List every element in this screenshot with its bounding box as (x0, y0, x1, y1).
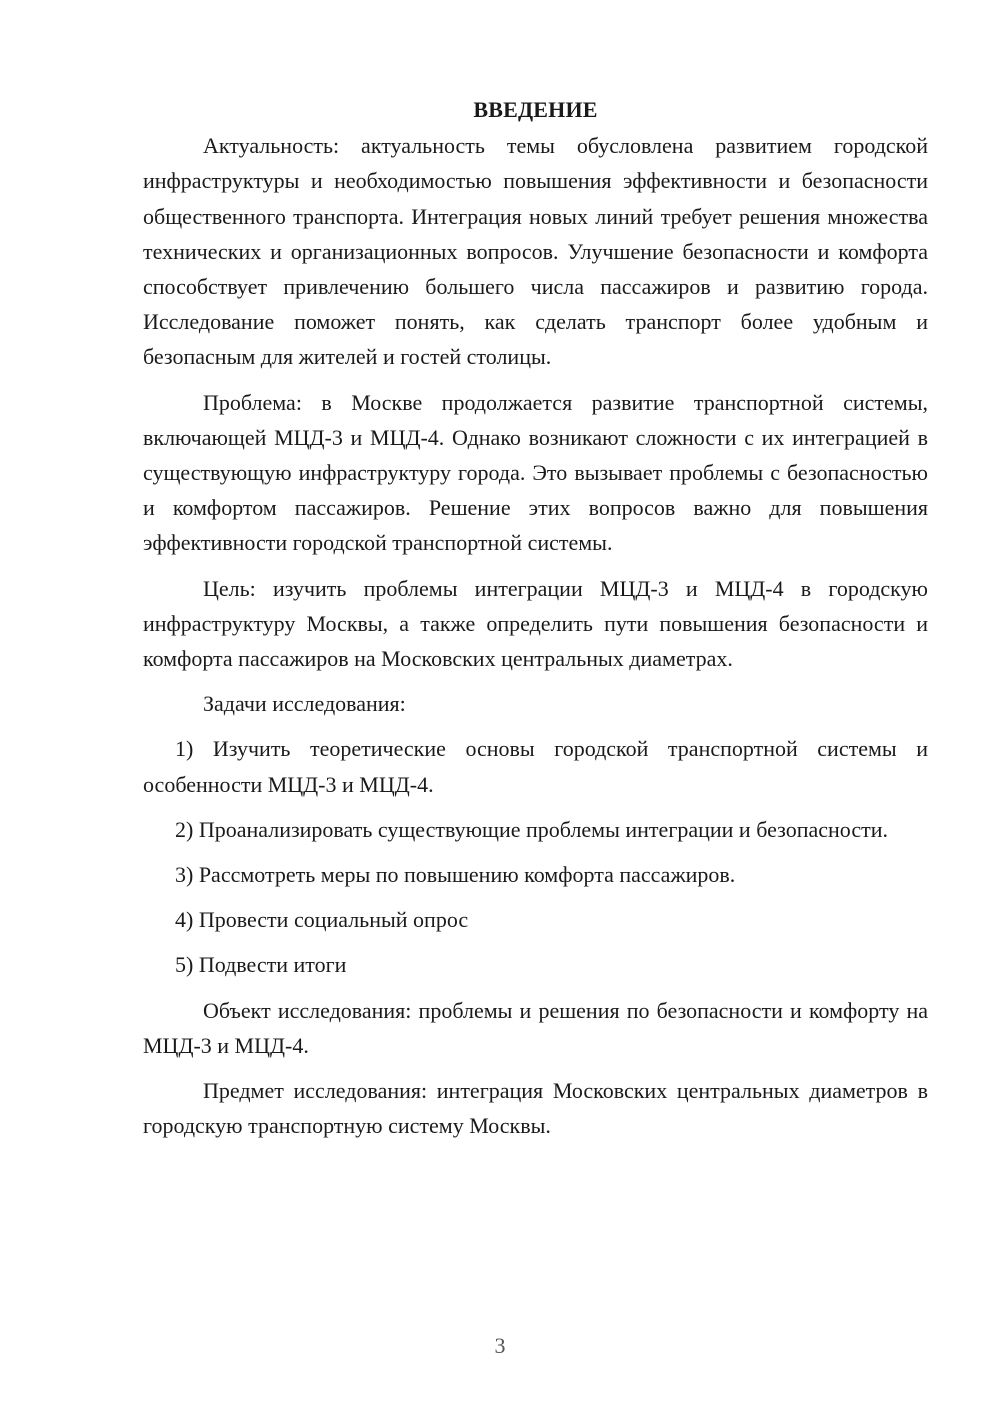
task-item-5: 5) Подвести итоги (175, 952, 347, 978)
paragraph-object: Объект исследования: проблемы и решения по безопасности и комфорту на МЦД-3 и МЦД-4. (143, 997, 928, 1058)
paragraph-problem: Проблема: в Москве продолжается развитие транспортной системы, включающей МЦД-3 и МЦД-4. Однако возникают сложности с их интеграцией в существующую инфраструктуру города. Это вызывает проблемы с безопасностью и комфортом пассажиров. Решение этих вопросов важно для повышения эффективности городской транспортной системы. (143, 389, 928, 556)
paragraph-relevance: Актуальность: актуальность темы обусловлена развитием городской инфраструктуры и необходимостью повышения эффективности и безопасности общественного транспорта. Интеграция новых линий требует решения множества технических и организационных вопросов. Улучшение безопасности и комфорта способствует привлечению большего числа пассажиров и развитию города. Исследование поможет понять, как сделать транспорт более удобным и безопасным для жителей и гостей столицы. (143, 133, 928, 370)
section-heading: ВВЕДЕНИЕ (473, 97, 598, 122)
task-item-4: 4) Провести социальный опрос (175, 907, 469, 933)
paragraph-goal: Цель: изучить проблемы интеграции МЦД-3 и МЦД-4 в городскую инфраструктуру Москвы, а также определить пути повышения безопасности и комфорта пассажиров на Московских центральных диаметрах. (143, 575, 928, 672)
task-item-3: 3) Рассмотреть меры по повышению комфорта пассажиров. (175, 862, 736, 888)
page-number: 3 (494, 1333, 506, 1358)
paragraph-tasks-intro: Задачи исследования: (203, 691, 406, 717)
task-item-1: 1) Изучить теоретические основы городской транспортной системы и особенности МЦД-3 и МЦД-4. (143, 736, 928, 797)
task-item-2: 2) Проанализировать существующие проблемы интеграции и безопасности. (175, 816, 888, 842)
document-page (143, 92, 928, 1153)
paragraph-subject: Предмет исследования: интеграция Московских центральных диаметров в городскую транспортную систему Москвы. (143, 1078, 928, 1139)
